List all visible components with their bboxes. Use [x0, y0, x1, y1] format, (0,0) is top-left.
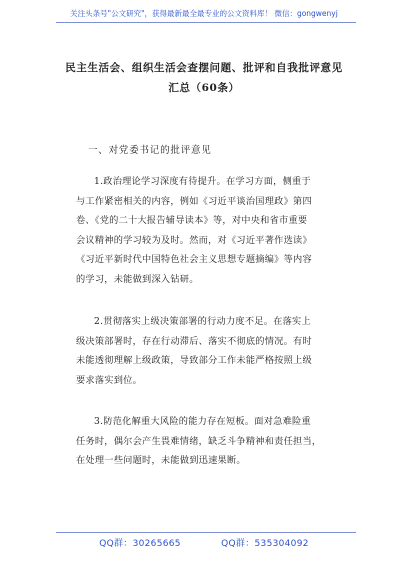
paragraph-line: 会议精神的学习较为及时。然而，对《习近平著作选读》	[76, 234, 312, 246]
paragraph-line: 要求落实到位。	[76, 374, 143, 386]
paragraph-line: 3.防范化解重大风险的能力存在短板。面对急难险重	[94, 416, 311, 427]
footer-divider	[56, 532, 356, 533]
header-divider	[56, 22, 356, 23]
footer	[0, 536, 408, 549]
document-title: 民主生活会、组织生活会查摆问题、批评和自我批评意见	[65, 62, 343, 74]
paragraph-line: 《习近平新时代中国特色社会主义思想专题摘编》等内容	[76, 254, 312, 266]
paragraph-line: 级决策部署时，存在行动滞后、落实不彻底的情况。有时	[76, 335, 312, 347]
paragraph-line: 未能透彻理解上级政策，导致部分工作未能严格按照上级	[76, 355, 312, 367]
qq-group-label-1: QQ群：30265665	[99, 539, 181, 549]
paragraph-line: 任务时，偶尔会产生畏难情绪，缺乏斗争精神和责任担当，	[76, 435, 322, 447]
header-banner: 关注头条号"公文研究"，获得最新最全最专业的公文资料库！ 微信：gongwenyj	[70, 9, 338, 18]
document-title-subline: 汇总（60条）	[168, 82, 240, 94]
paragraph-line: 在处理一些问题时，未能做到迅速果断。	[76, 455, 246, 467]
paragraph-line: 与工作紧密相关的内容，例如《习近平谈治国理政》第四	[76, 195, 312, 207]
paragraph-3	[76, 412, 340, 471]
paragraph-line: 2.贯彻落实上级决策部署的行动力度不足。在落实上	[94, 316, 311, 327]
paragraph-2	[76, 312, 340, 390]
qq-group-label-2: QQ群：535304092	[221, 539, 309, 549]
paragraph-line: 卷、《党的二十大报告辅导读本》等，对中央和省市重要	[76, 215, 308, 227]
paragraph-line: 的学习，未能做到深入钻研。	[76, 273, 199, 285]
section-heading: 一、对党委书记的批评意见	[88, 145, 212, 156]
paragraph-line: 1.政治理论学习深度有待提升。在学习方面，侧重于	[94, 176, 311, 187]
paragraph-1	[76, 172, 340, 290]
